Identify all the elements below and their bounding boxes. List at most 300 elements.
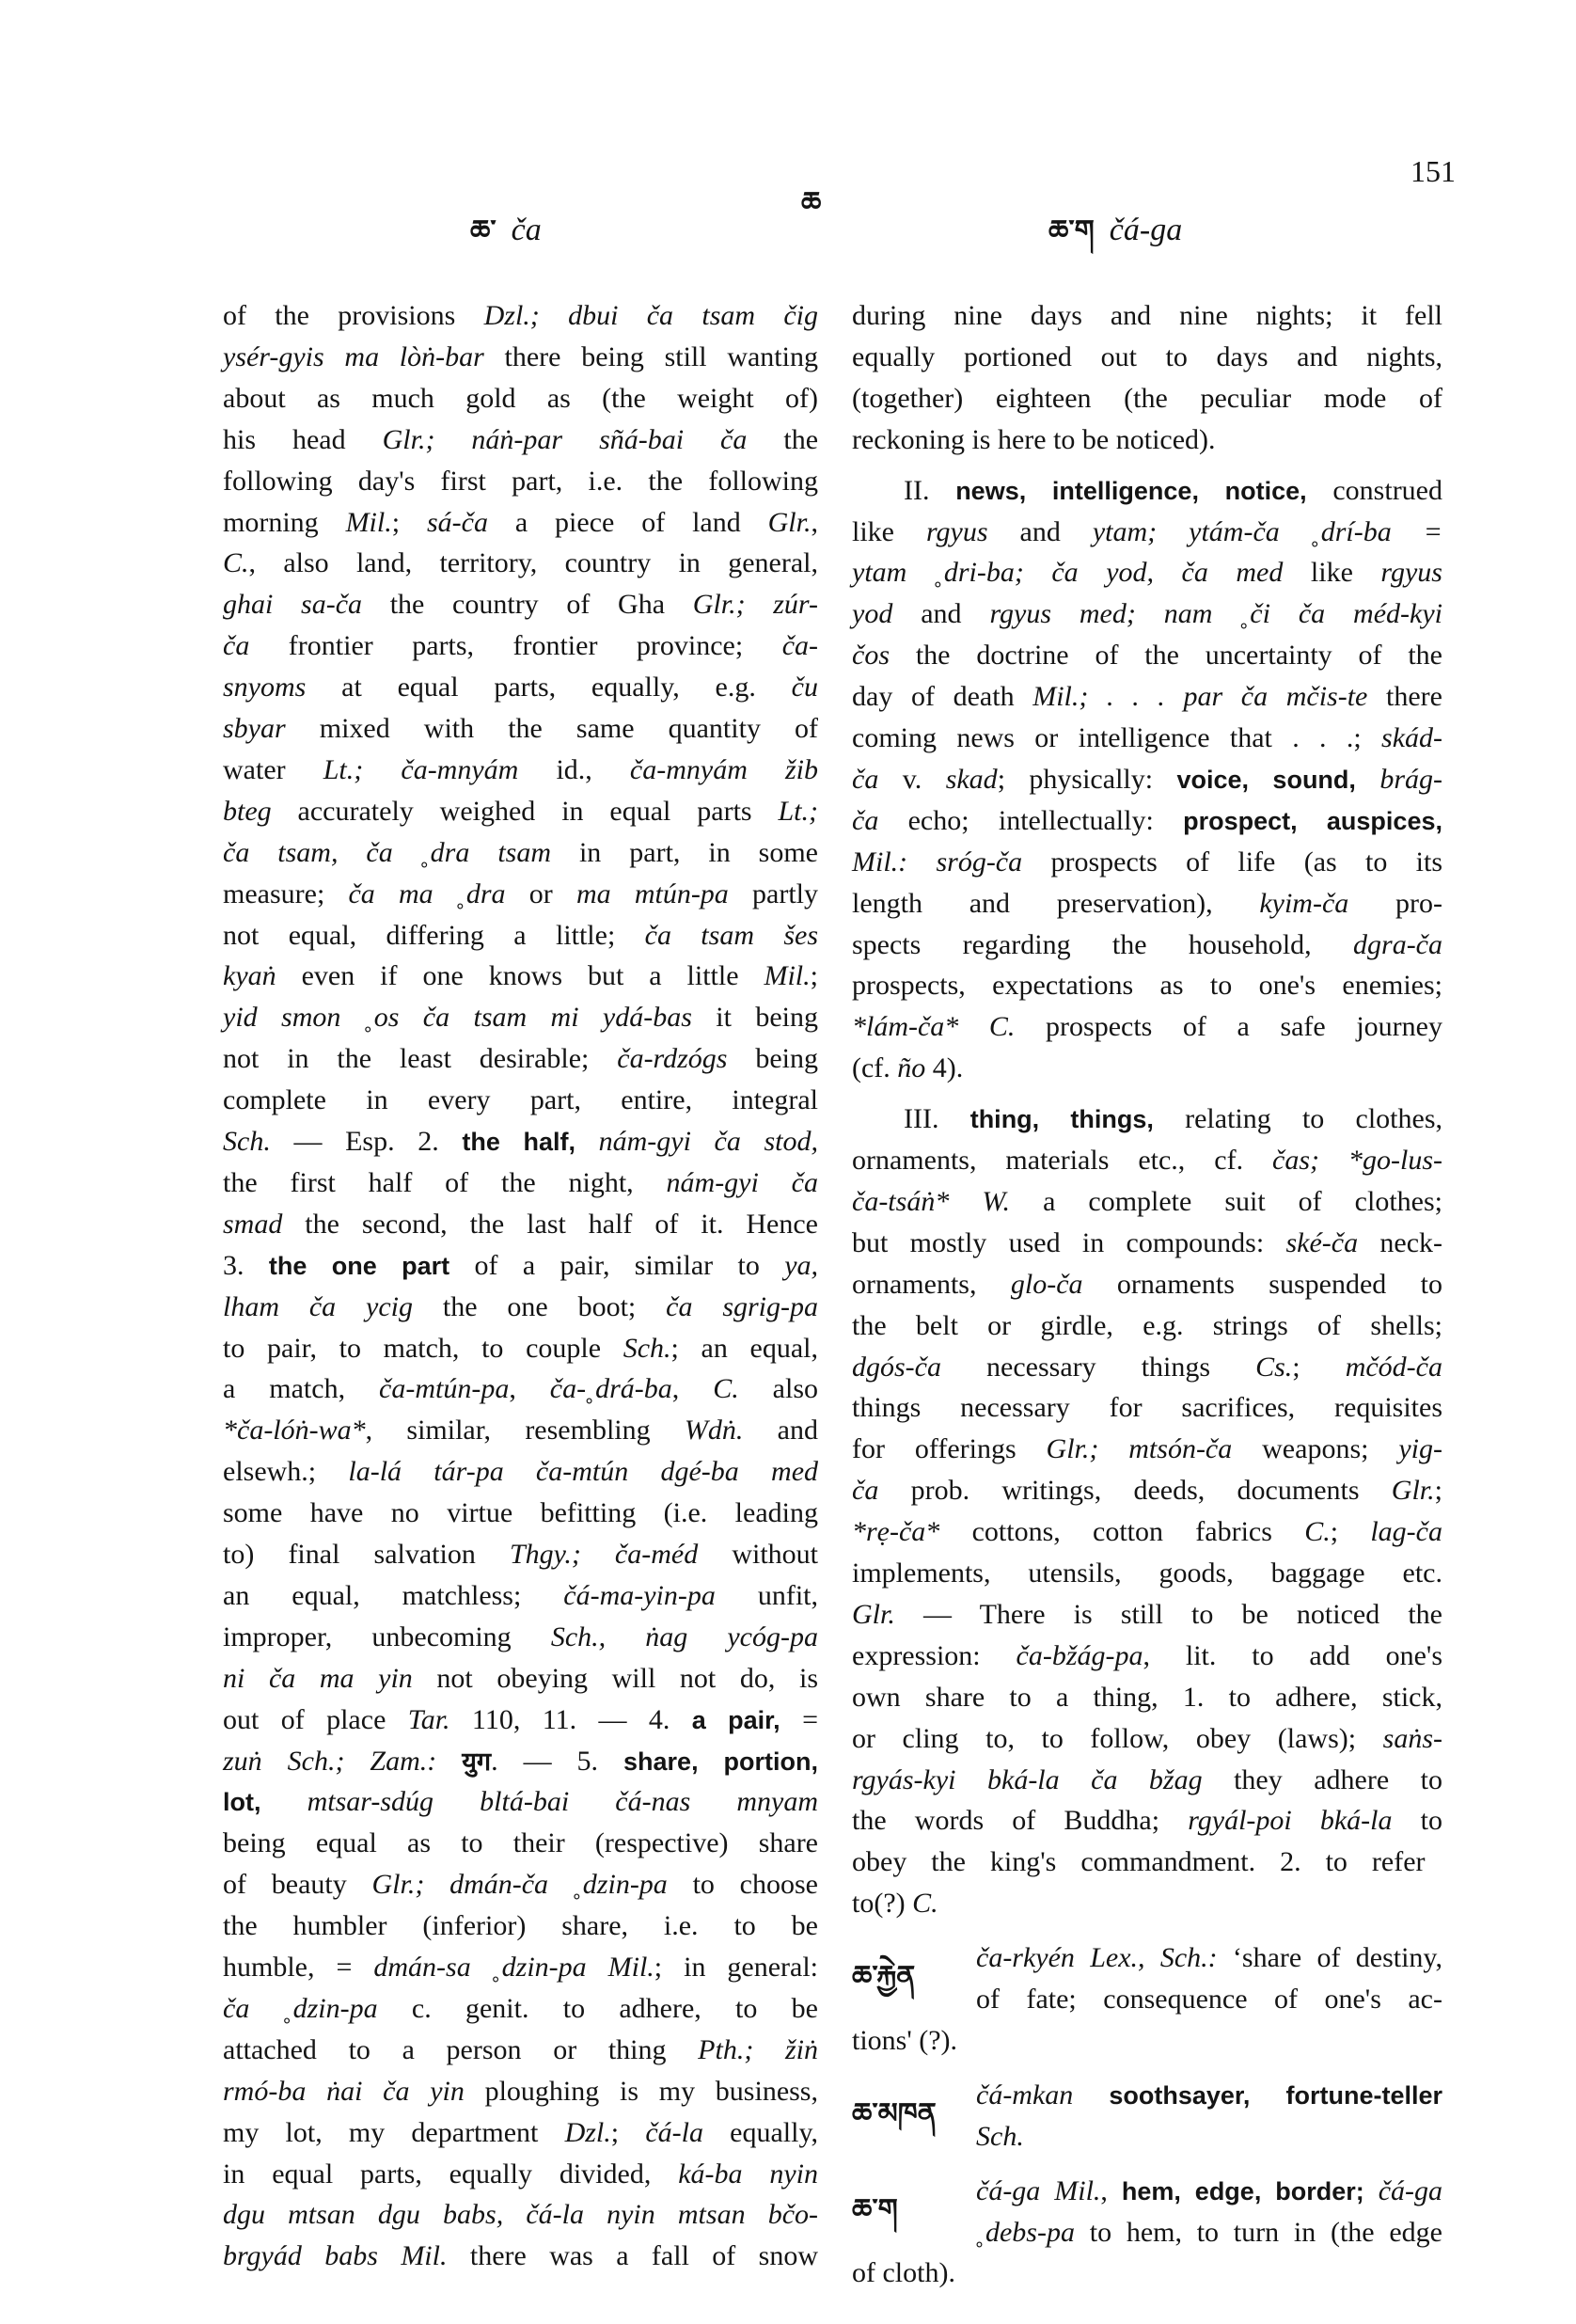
tibetan-transliteration: yig- [1398,1433,1442,1465]
text-span: some have no virtue befitting (i.e. leading [223,1497,818,1529]
text-line-content [852,1347,1442,1388]
definition-term: the one part [268,1251,450,1280]
text-line [852,1470,1442,1511]
text-span: following day's first part, i.e. the following [223,465,818,497]
text-line [976,2116,1024,2158]
text-span [261,1786,307,1817]
text-line-content [976,2116,1024,2158]
text-span: ; [391,506,427,538]
text-line [852,1264,1442,1305]
text-span: ornaments, materials etc., cf. [852,1145,1273,1176]
tibetan-transliteration: Sch. [976,2120,1024,2152]
tibetan-transliteration: C. [223,547,249,579]
text-span: ornaments suspended to [1082,1268,1443,1300]
text-line-content [223,2194,818,2236]
tibetan-transliteration: skad [945,763,998,795]
tibetan-transliteration: sbyar [223,713,286,744]
text-span: not obeying will not do, is [412,1662,818,1694]
text-line [976,1937,1442,1979]
tibetan-transliteration: čá-la [645,2116,703,2148]
text-span: ; [1330,1516,1371,1548]
text-line [852,2020,957,2062]
text-line-content [223,378,818,419]
text-line-content [223,543,818,584]
text-line-content [223,1575,818,1617]
tibetan-transliteration: zuṅ Sch.; Zam.: [223,1745,437,1777]
text-line-content [852,2020,957,2062]
text-span: of cloth). [852,2257,955,2289]
text-line-content [223,1988,818,2030]
text-line-content [852,1223,1442,1264]
text-line-content [223,502,818,544]
tibetan-transliteration: mčód-ča [1345,1351,1442,1383]
text-span [436,1746,462,1777]
tibetan-transliteration: čá-ma-yin-pa [563,1579,716,1611]
tibetan-transliteration: ča-mnyám žib [629,753,819,785]
text-line-content [852,965,1442,1006]
text-line [852,1181,1442,1223]
text-span: — Esp. 2. [270,1126,463,1157]
text-line-content [223,1823,818,1864]
tibetan-transliteration: lham ča ycig [223,1290,414,1322]
text-span: 4). [925,1052,964,1084]
text-line [223,915,818,956]
text-line [223,832,818,874]
text-line [223,1287,818,1328]
tibetan-transliteration: ča-mtún-pa [379,1373,510,1405]
text-line [852,1006,1442,1048]
text-line [223,337,818,378]
text-span: of a pair, similar to [449,1249,785,1281]
text-line [852,337,1442,378]
text-span: (together) eighteen (the peculiar mode of [852,382,1442,414]
text-line-content [852,1264,1442,1305]
text-line-content [223,1493,818,1534]
text-line-content [852,1800,1442,1842]
text-line [852,1553,1442,1594]
text-line-content [223,1617,818,1658]
tibetan-transliteration: nám-gyi ča [666,1166,819,1198]
text-span: my lot, my department [223,2116,565,2148]
text-span: a piece of land [487,506,768,538]
text-line-content [223,1658,818,1700]
text-line-content [852,635,1442,676]
text-line [852,1718,1442,1760]
tibetan-transliteration: C. [713,1373,739,1405]
text-line-content [852,593,1442,635]
tibetan-transliteration: skád- [1381,722,1442,753]
tibetan-transliteration: ma mtún-pa [575,877,729,909]
text-line-content [904,470,1442,512]
text-span: partly [728,877,818,909]
text-line-content [223,2030,818,2071]
tibetan-transliteration: sá-ča [426,506,488,538]
text-span: = [780,1703,818,1735]
text-span: day of death [852,681,1033,713]
text-span: . — 5. [491,1745,624,1777]
text-span: they adhere to [1202,1763,1442,1795]
text-span: his head [223,423,383,455]
text-line [223,543,818,584]
text-line [904,1099,1442,1140]
text-line [852,1636,1442,1677]
tibetan-transliteration: ča [852,1475,879,1507]
text-span: not equal, differing a little; [223,919,645,951]
text-line [852,1140,1442,1181]
text-line-content [852,2253,955,2294]
text-line [852,1883,938,1924]
tibetan-headword: ཆ་རྐྱེན [852,1960,916,1994]
text-line-content [223,1947,818,1988]
text-span: implements, utensils, goods, baggage etc. [852,1557,1442,1589]
tibetan-transliteration: dgra-ča [1353,928,1442,960]
text-span: equally portioned out to days and nights, [852,340,1442,372]
text-span: length and preservation), [852,887,1260,919]
text-line [852,1594,1442,1636]
text-line [852,512,1442,553]
text-line-content [223,1781,818,1823]
text-line [852,718,1442,759]
text-span: neck- [1358,1226,1443,1258]
text-line-content [852,1677,1442,1718]
text-line-content [852,1883,938,1924]
text-span: ; physically: [997,763,1177,795]
text-span: of beauty [223,1869,372,1901]
text-span: measure; [223,877,349,909]
text-span: without [698,1539,819,1570]
text-span: necessary things [940,1351,1256,1383]
text-line [223,295,818,337]
text-line-content [852,1842,1426,1883]
text-span: about as much gold as (the weight of) [223,382,818,414]
tibetan-transliteration: Glr.; mtsón-ča [1046,1433,1233,1465]
text-span: equally, [702,2116,819,2148]
text-span: tions' (?). [852,2024,958,2056]
tibetan-transliteration: čá-ga [1378,2174,1443,2206]
tibetan-transliteration: brág- [1379,763,1442,795]
definition-term: voice, sound, [1176,765,1356,794]
text-line [223,1781,818,1823]
text-span: being equal as to their (respective) share [223,1827,818,1859]
text-line [223,1451,818,1493]
text-span: construed [1306,474,1442,506]
tibetan-transliteration: ča ˳dzin-pa [223,1992,378,2024]
text-span: ; [610,2116,646,2148]
tibetan-transliteration: C. [912,1888,938,1920]
text-line-content [976,1937,1442,1979]
text-line [852,1347,1442,1388]
text-line [223,1328,818,1369]
text-span: (cf. [852,1052,898,1084]
text-span: for offerings [852,1433,1047,1465]
text-span: pro- [1348,887,1442,919]
text-line-content [223,1534,818,1575]
text-line [223,1493,818,1534]
text-span [1073,2079,1109,2111]
text-line [223,1162,818,1204]
text-line-content [852,759,1442,800]
text-line [223,1368,818,1410]
definition-term: thing, things, [969,1105,1154,1134]
tibetan-transliteration: Mil. [764,960,811,992]
text-line [223,1988,818,2030]
text-line-content [223,2112,818,2154]
tibetan-transliteration: Thgy.; ča-méd [509,1539,699,1570]
text-line-content [852,1140,1442,1181]
text-line-content [852,1718,1442,1760]
text-line-content [223,2236,818,2277]
text-line [223,625,818,667]
text-span: c. genit. to adhere, to be [377,1992,818,2024]
tibetan-transliteration: *rẹ-ča* [852,1516,940,1548]
text-line [223,2030,818,2071]
text-line [223,461,818,502]
tibetan-transliteration: yid smon ˳os ča tsam mi ydá-bas [223,1002,692,1034]
text-line-content [852,378,1442,419]
tibetan-transliteration: ča ma ˳dra [348,877,506,909]
text-line [223,1575,818,1617]
text-span: to choose [667,1869,818,1901]
definition-term: soothsayer, fortune-teller [1109,2080,1442,2110]
tibetan-transliteration: ča [852,804,879,836]
section-letter [801,171,836,250]
definition-term: a pair, [691,1705,780,1734]
text-line-content [223,1121,818,1162]
text-span: during nine days and nine nights; it fell [852,300,1442,331]
text-line-content [223,2071,818,2112]
definition-term: hem, edge, border; [1121,2176,1364,2205]
text-span: or [505,877,576,909]
text-span: the humbler (inferior) share, i.e. to be [223,1910,818,1942]
tibetan-transliteration: ysér-gyis ma lòṅ-bar [223,340,484,372]
text-line [223,956,818,997]
text-span: to pair, to match, to couple [223,1332,623,1364]
text-span: things necessary for sacrifices, requisites [852,1392,1442,1424]
tibetan-transliteration: la-lá tár-pa ča-mtún dgé-ba med [348,1456,819,1488]
text-span: , [671,1373,714,1405]
text-line-content [852,1511,1442,1553]
text-line [976,2212,1442,2253]
text-line-content [223,1368,818,1410]
text-line [852,2253,955,2294]
tibetan-transliteration: Lt.; [778,795,818,827]
text-line-content [852,337,1442,378]
text-line-content [852,419,1216,461]
text-line [223,708,818,750]
text-span: the first half of the night, [223,1166,667,1198]
tibetan-transliteration: Glr.; dmán-ča ˳dzin-pa [371,1869,668,1901]
text-span: prob. writings, deeds, documents [878,1475,1392,1507]
text-line [852,295,1442,337]
text-span: at equal parts, equally, e.g. [306,672,792,704]
text-span: out of place [223,1703,408,1735]
text-line [223,1245,818,1287]
text-span: the [747,423,819,455]
text-line-content [223,295,818,337]
text-line [852,1387,1442,1429]
tibetan-transliteration: Glr. [852,1598,895,1630]
definition-term: the half, [462,1128,575,1156]
tibetan-transliteration: Glr. [767,506,812,538]
text-span: and [987,515,1093,547]
running-head-right [1048,199,1182,278]
text-line-content [904,1099,1442,1140]
text-line-content [223,1080,818,1121]
text-span: own share to a thing, 1. to adhere, stick, [852,1681,1442,1713]
tibetan-transliteration: rgyus [925,515,988,547]
text-line [223,1080,818,1121]
text-line [852,759,1442,800]
text-line [223,2154,818,2195]
text-line [223,1700,818,1741]
tibetan-transliteration: Wdṅ. [684,1415,744,1447]
text-line-content [852,925,1442,966]
text-line [852,800,1442,842]
text-line-content [223,1162,818,1204]
text-span: also [738,1373,818,1405]
text-line-content [223,584,818,625]
text-line-content [223,874,818,915]
text-line-content [852,1181,1442,1223]
tibetan-transliteration: rmó-ba ṅai ča yin [223,2075,465,2107]
text-line-content [852,295,1442,337]
text-line [223,1038,818,1080]
text-line-content [223,2154,818,2195]
tibetan-headword: ཆ་མཁན [852,2096,937,2130]
tibetan-transliteration: ču [791,672,818,704]
tibetan-transliteration: ytam; ytám-ča ˳drí-ba = [1092,515,1442,547]
tibetan-transliteration: Mil.; . . . par ča mčis-te [1032,681,1368,713]
definition-term: युग [462,1747,492,1776]
tibetan-headword: ཆ་ག [852,2192,898,2226]
text-line [223,1410,818,1451]
tibetan-transliteration: ča-rdzógs [617,1043,728,1075]
text-span: , similar, resembling [365,1415,685,1447]
text-span: ; [1434,1475,1442,1507]
text-line-content [223,461,818,502]
running-head-left-latin: ča [511,213,542,247]
tibetan-transliteration: Sch., ṅag ycóg-pa [550,1620,818,1652]
tibetan-transliteration: bteg [223,795,272,827]
text-line [223,2112,818,2154]
text-line-content [223,1864,818,1905]
text-span: or cling to, to follow, obey (laws); [852,1722,1383,1754]
tibetan-transliteration: ča tsam šes [644,919,819,951]
text-line [223,997,818,1038]
text-span: ‘share of destiny, [1217,1942,1442,1974]
text-line [223,2194,818,2236]
text-span: 110, 11. — 4. [449,1703,692,1735]
text-line-content [852,1636,1442,1677]
text-line-content [223,1204,818,1245]
text-span: ; an equal, [670,1332,818,1364]
text-span: not in the least desirable; [223,1043,618,1075]
text-span: in equal parts, equally divided, [223,2158,679,2190]
text-span: a match, [223,1373,380,1405]
text-span: of fate; consequence of one's ac- [976,1984,1442,2015]
tibetan-transliteration: Sch. [623,1332,671,1364]
text-line-content [852,676,1442,718]
text-span: and [743,1415,818,1447]
tibetan-transliteration: čas; *go-lus- [1272,1145,1442,1176]
text-span: reckoning is here to be noticed). [852,423,1216,455]
running-head-left [470,199,542,278]
text-line [223,1617,818,1658]
text-span: like [1283,557,1381,589]
text-line-content [223,1410,818,1451]
text-span: prospects, expectations as to one's enemies; [852,970,1442,1002]
tibetan-transliteration: Lt.; ča-mnyám [323,753,519,785]
text-span: there being still wanting [483,340,818,372]
text-line-content [852,842,1442,883]
text-span: , [811,506,818,538]
text-span: frontier parts, frontier province; [249,630,782,662]
tibetan-transliteration: Glr.; náṅ-par sñá-bai ča [382,423,748,455]
text-line [852,1800,1442,1842]
text-line [852,1511,1442,1553]
text-line [852,419,1216,461]
text-line [223,584,818,625]
text-span: , [1100,2174,1122,2206]
tibetan-transliteration: Tar. [407,1703,450,1735]
text-line-content [976,1979,1442,2020]
text-line [223,1741,818,1782]
text-span: it being [691,1002,818,1034]
text-line-content [223,1287,818,1328]
text-line [976,2075,1442,2116]
text-span: water [223,753,323,785]
tibetan-transliteration: ča [852,763,879,795]
text-span: expression: [852,1639,1017,1671]
text-line-content [852,718,1442,759]
tibetan-transliteration: ča- [781,630,818,662]
text-span: ornaments, [852,1268,1011,1300]
running-head-right-tibetan: ཆ་ག [1048,214,1095,247]
running-head-left-tibetan: ཆ་ [470,214,496,247]
tibetan-transliteration: ya, [784,1249,819,1281]
tibetan-transliteration: Glr.; zúr- [692,589,818,621]
tibetan-transliteration: rgyus med; nam ˳či ča méd-kyi [989,598,1442,630]
text-line-content [852,552,1442,593]
tibetan-transliteration: snyoms [223,672,307,704]
text-line [223,378,818,419]
tibetan-transliteration: glo-ča [1010,1268,1083,1300]
tibetan-transliteration: ské-ča [1285,1226,1359,1258]
text-line [852,1842,1426,1883]
text-line [852,1223,1442,1264]
tibetan-transliteration: lag-ča [1370,1516,1442,1548]
tibetan-transliteration: kyaṅ [223,960,276,992]
text-span: an equal, matchless; [223,1579,564,1611]
text-line-content [223,1245,818,1287]
text-line-content [976,2212,1442,2253]
tibetan-transliteration: rgyál-poi bká-la [1188,1805,1393,1837]
tibetan-transliteration: *ča-lóṅ-wa* [223,1415,366,1447]
text-line-content [223,915,818,956]
tibetan-transliteration: C. [1304,1516,1331,1548]
text-span: mixed with the same quantity of [285,713,818,744]
section-letter-tibetan: ཆ [801,186,822,219]
text-span: II. [904,474,956,506]
text-span: to) final salvation [223,1539,510,1570]
text-span: spects regarding the household, [852,928,1354,960]
text-span: in part, in some [551,836,818,868]
text-line [852,1677,1442,1718]
text-span: the country of Gha [362,589,693,621]
text-line-content [223,956,818,997]
text-span: of the provisions [223,300,484,331]
text-line [223,1121,818,1162]
